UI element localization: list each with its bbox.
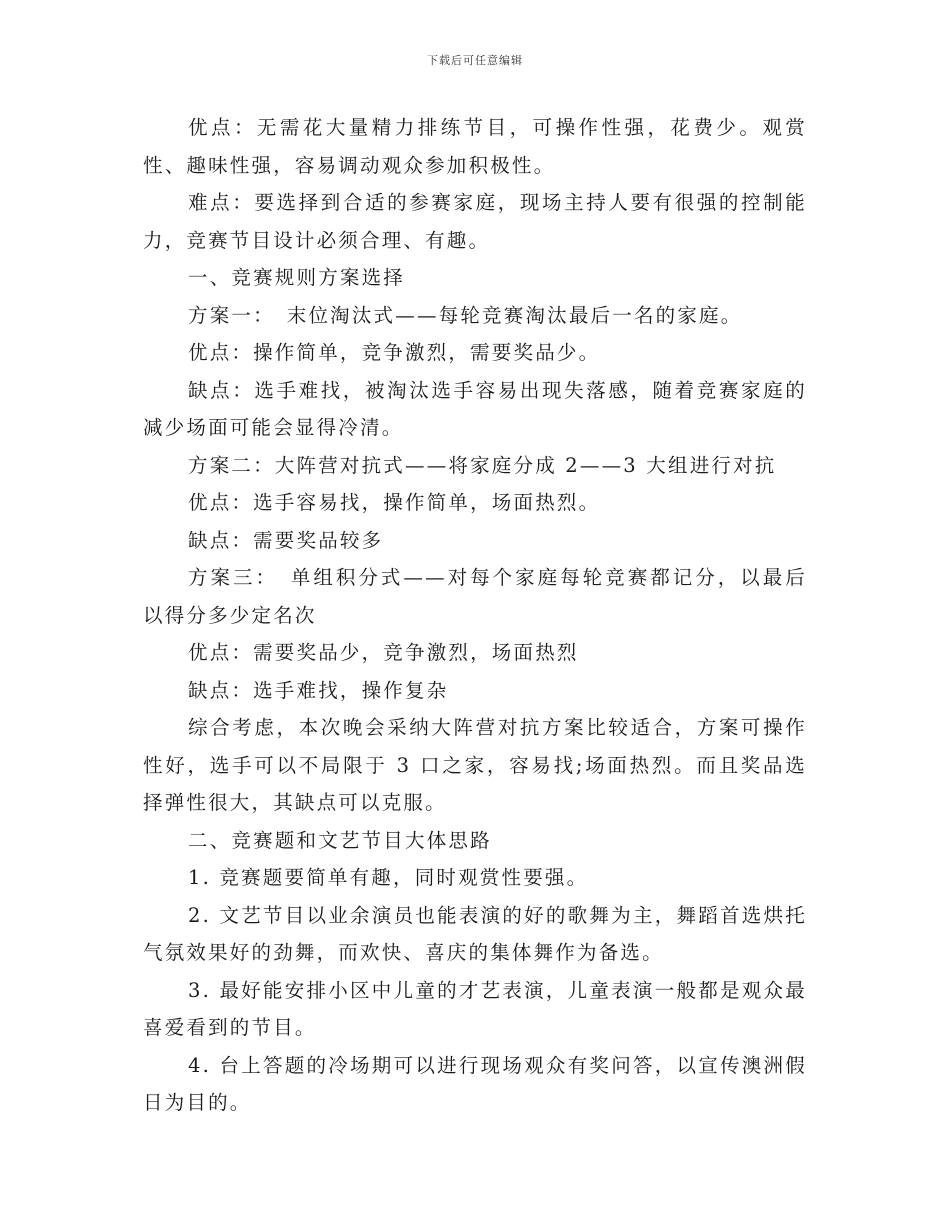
paragraph-plan-three: 方案三： 单组积分式——对每个家庭每轮竞赛都记分，以最后以得分多少定名次 [143,566,807,627]
paragraph-plan-two-pros: 优点：选手容易找，操作简单，场面热烈。 [188,491,601,514]
paragraph-conclusion: 综合考虑，本次晚会采纳大阵营对抗方案比较适合，方案可操作性好，选手可以不局限于 3 口之家，容易找;场面热烈。而且奖品选择弹性很大，其缺点可以克服。 [143,716,807,814]
page-header-note: 下载后可任意编辑 [427,54,523,67]
paragraph-plan-one-pros: 优点：操作简单，竞争激烈，需要奖品少。 [188,341,601,364]
paragraph-plan-three-cons: 缺点：选手难找，操作复杂 [188,678,449,702]
section-heading-ideas: 二、竞赛题和文艺节目大体思路 [188,828,492,852]
section-heading-rules: 一、竞赛规则方案选择 [188,266,406,289]
list-item-3: 3. 最好能安排小区中儿童的才艺表演，儿童表演一般都是观众最喜爱看到的节目。 [143,978,807,1039]
paragraph-plan-one-cons: 缺点：选手难找，被淘汰选手容易出现失落感，随着竞赛家庭的减少场面可能会显得冷清。 [143,378,807,439]
list-item-4: 4. 台上答题的冷场期可以进行现场观众有奖问答，以宣传澳洲假日为目的。 [143,1053,807,1114]
list-item-2: 2. 文艺节目以业余演员也能表演的好的歌舞为主，舞蹈首选烘托气氛效果好的劲舞，而欢快、喜庆的集体舞作为备选。 [143,903,807,964]
paragraph-plan-two: 方案二：大阵营对抗式——将家庭分成 2——3 大组进行对抗 [188,453,777,477]
list-item-1: 1. 竞赛题要简单有趣，同时观赏性要强。 [188,866,589,889]
paragraph-advantages: 优点：无需花大量精力排练节目，可操作性强，花费少。观赏性、趣味性强，容易调动观众参加积极性。 [143,116,807,177]
paragraph-plan-three-pros: 优点：需要奖品少，竞争激烈，场面热烈 [188,641,579,664]
paragraph-difficulties: 难点：要选择到合适的参赛家庭，现场主持人要有很强的控制能力，竞赛节目设计必须合理、有趣。 [143,191,807,252]
paragraph-plan-two-cons: 缺点：需要奖品较多 [188,528,384,552]
document-body [143,109,807,1122]
paragraph-plan-one: 方案一： 末位淘汰式——每轮竞赛淘汰最后一名的家庭。 [188,303,743,327]
